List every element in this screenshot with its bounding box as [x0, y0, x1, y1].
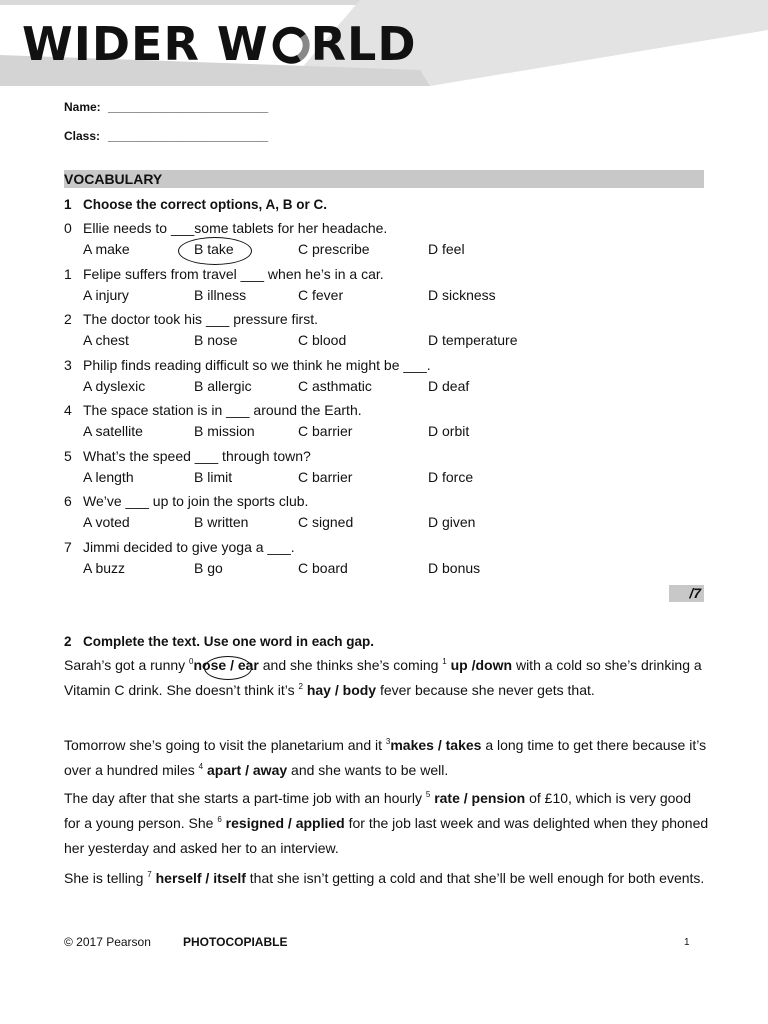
exercise2-number: 2: [64, 634, 72, 649]
question-1: [64, 266, 384, 283]
exercise1-score: /7: [669, 585, 704, 602]
question-6: [64, 493, 308, 510]
paragraph-2: Tomorrow she’s going to visit the planetarium and it $^3$makes / takes a long time to get there because it’s over a hundred miles $^4$ apart / away and she wants to be well.: [64, 737, 707, 778]
question-number: 1: [64, 265, 72, 282]
footer-copyright: © 2017 Pearson: [64, 935, 151, 949]
question-text: Philip finds reading difficult so we think he might be ___.: [83, 356, 431, 373]
option-b[interactable]: B nose: [194, 332, 238, 348]
option-d[interactable]: D temperature: [428, 332, 518, 348]
section-title: VOCABULARY: [64, 171, 163, 187]
option-a[interactable]: A chest: [83, 332, 129, 348]
page-number: 1: [684, 937, 690, 948]
choice-2[interactable]: hay / body: [306, 682, 377, 698]
choice-3[interactable]: makes / takes: [390, 737, 482, 753]
question-number: 5: [64, 447, 72, 464]
class-field[interactable]: [64, 129, 268, 143]
option-c[interactable]: C blood: [298, 332, 347, 348]
option-a[interactable]: A length: [83, 468, 134, 485]
option-b[interactable]: B go: [194, 559, 223, 576]
question-number: 7: [64, 538, 72, 555]
option-d[interactable]: D deaf: [428, 377, 470, 394]
exercise2-instruction: [64, 634, 374, 649]
section-title-bar: [64, 170, 704, 188]
answer-circle-q0: [178, 237, 252, 265]
question-5: [64, 448, 311, 465]
option-c[interactable]: C board: [298, 559, 348, 576]
paragraph-4: She is telling $^7$ herself / itself that she isn’t getting a cold and that she’ll be well enough for both events.: [64, 870, 705, 886]
question-text: What’s the speed ___ through town?: [83, 447, 311, 464]
question-text: Felipe suffers from travel ___ when he’s in a car.: [83, 265, 384, 282]
option-b[interactable]: B written: [194, 514, 249, 530]
option-c[interactable]: C signed: [298, 514, 354, 530]
question-text: Ellie needs to ___some tablets for her headache.: [83, 220, 388, 236]
question-number: 3: [64, 356, 72, 373]
exercise1-instruction-text: Choose the correct options, A, B or C.: [83, 197, 328, 212]
option-c[interactable]: C barrier: [298, 423, 353, 439]
option-d[interactable]: D sickness: [428, 286, 496, 303]
question-text: The space station is in ___ around the Earth.: [83, 402, 362, 418]
question-7: [64, 539, 295, 556]
option-d[interactable]: D feel: [428, 241, 465, 257]
logo: WIDER W RLD: [22, 14, 417, 74]
question-3: [64, 357, 431, 374]
exercise1-instruction: [64, 197, 327, 212]
option-b[interactable]: B mission: [194, 423, 255, 439]
exercise1-number: 1: [64, 197, 72, 212]
choice-4[interactable]: apart / away: [206, 762, 288, 778]
question-0: [64, 220, 387, 237]
choice-7[interactable]: herself / itself: [155, 870, 246, 886]
question-number: 2: [64, 311, 72, 327]
name-blank: ________________________: [108, 100, 269, 114]
exercise2-instruction-text: Complete the text. Use one word in each gap.: [83, 634, 375, 649]
choice-0[interactable]: nose / ear: [193, 657, 259, 673]
option-a[interactable]: A make: [83, 241, 130, 257]
question-text: Jimmi decided to give yoga a ___.: [83, 538, 295, 555]
answer-circle-gap0: [204, 656, 252, 680]
class-blank: ________________________: [108, 129, 269, 143]
option-d[interactable]: D bonus: [428, 559, 481, 576]
footer-photocopiable: PHOTOCOPIABLE: [183, 935, 288, 949]
option-a[interactable]: A voted: [83, 514, 130, 530]
question-number: 6: [64, 493, 72, 509]
option-a[interactable]: A dyslexic: [83, 377, 146, 394]
name-field[interactable]: [64, 100, 268, 114]
option-c[interactable]: C asthmatic: [298, 377, 372, 394]
option-a[interactable]: A injury: [83, 286, 129, 303]
question-text: The doctor took his ___ pressure first.: [83, 311, 318, 327]
option-d[interactable]: D force: [428, 468, 474, 485]
option-c[interactable]: C prescribe: [298, 241, 370, 257]
logo-o-icon: [269, 18, 311, 58]
question-text: We’ve ___ up to join the sports club.: [83, 493, 309, 509]
paragraph-1: Sarah’s got a runny $^0$nose / ear and she thinks she’s coming $^1$ up /down with a cold so she’s drinking a Vitamin C drink. She doesn’t think it’s $^2$ hay / body fever because she never gets that.: [64, 657, 702, 698]
question-number: 0: [64, 220, 72, 236]
question-2: [64, 311, 318, 328]
option-a[interactable]: A buzz: [83, 559, 126, 576]
option-d[interactable]: D orbit: [428, 423, 470, 439]
paragraph-3: The day after that she starts a part-time job with an hourly $^5$ rate / pension of £10, which is very good for a young person. She $^6$ resigned / applied for the job last week and was delighted when they phoned her yesterday and asked her to an interview.: [64, 790, 709, 856]
option-a[interactable]: A satellite: [83, 423, 143, 439]
choice-5[interactable]: rate / pension: [434, 790, 526, 806]
class-label: Class:: [64, 129, 101, 143]
name-label: Name:: [64, 100, 101, 114]
option-c[interactable]: C fever: [298, 286, 344, 303]
option-d[interactable]: D given: [428, 514, 476, 530]
option-c[interactable]: C barrier: [298, 468, 353, 485]
option-b[interactable]: B limit: [194, 468, 233, 485]
question-number: 4: [64, 402, 72, 418]
question-4: [64, 402, 362, 419]
option-b[interactable]: B take: [194, 241, 234, 257]
option-b[interactable]: B allergic: [194, 377, 252, 394]
option-b[interactable]: B illness: [194, 286, 247, 303]
choice-6[interactable]: resigned / applied: [225, 815, 345, 831]
logo-text: [22, 14, 415, 74]
choice-1[interactable]: up /down: [450, 657, 513, 673]
